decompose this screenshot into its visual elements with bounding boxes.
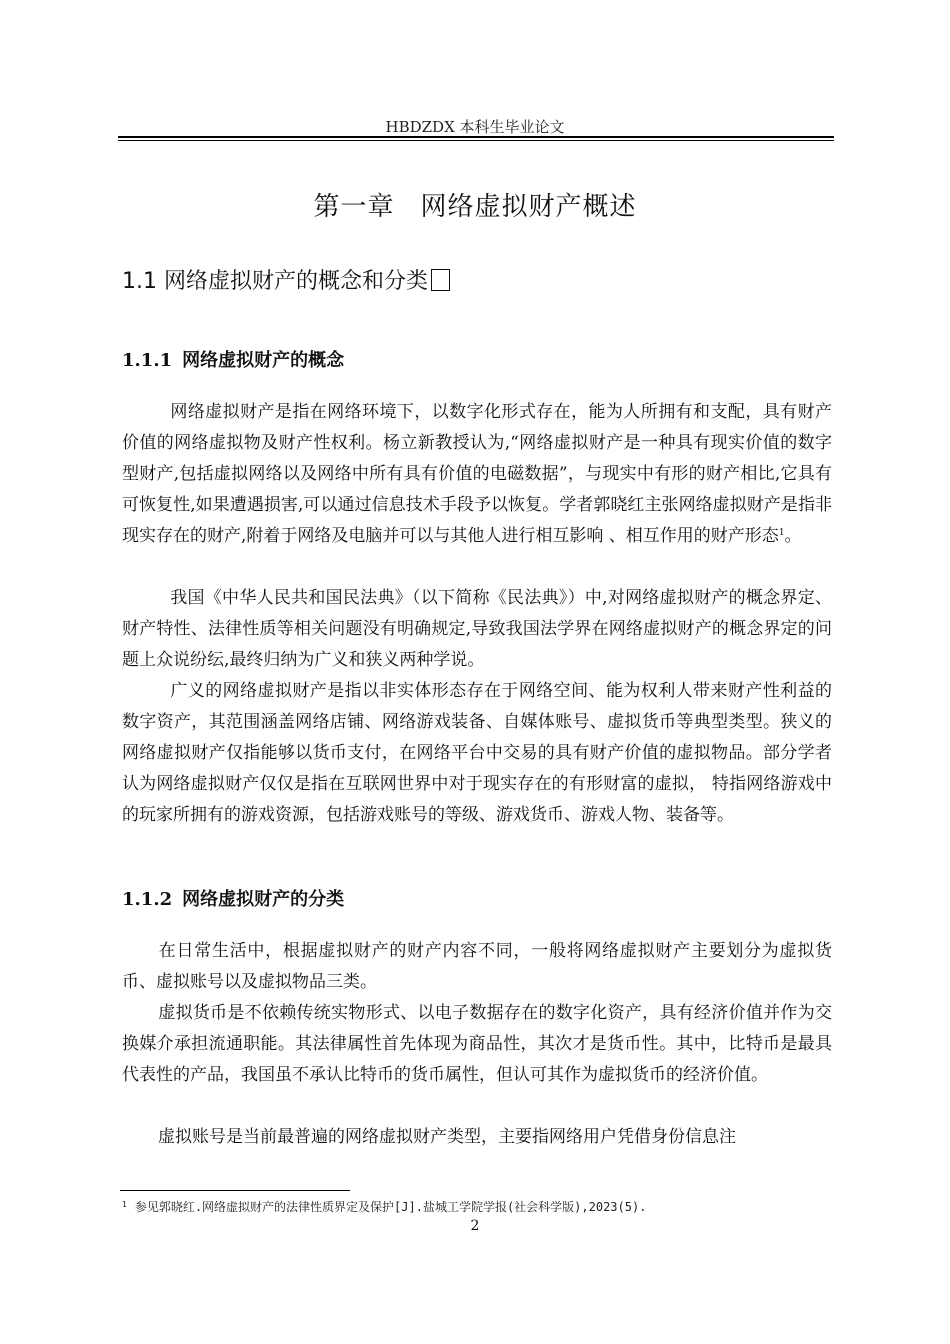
paragraph-5 (122, 998, 832, 1091)
subsection-title: 网络虚拟财产的分类 (182, 889, 345, 910)
subsection-number: 1.1.1 (122, 350, 173, 371)
running-header: HBDZDX 本科生毕业论文 (385, 118, 565, 136)
paragraph-text: 广义的网络虚拟财产是指以非实体形态存在于网络空间、能为权利人带来财产性利益的数字资产，其范围涵盖网络店铺、网络游戏装备、自媒体账号、虚拟货币等典型类型。狭义的网络虚拟财产仅指能够以货币支付，在网络平台中交易的具有财产价值的虚拟物品。部分学者认为网络虚拟财产仅仅是指在互联网世界中对于现实存在的有形财富的虚拟， 特指网络游戏中的玩家所拥有的游戏资源，包括游戏账号的等级、游戏货币、游戏人物、装备等。 (122, 681, 832, 825)
paragraph-4 (122, 936, 832, 998)
paragraph-text: 虚拟账号是当前最普遍的网络虚拟财产类型，主要指网络用户凭借身份信息注 (158, 1127, 736, 1147)
section-title: 1.1 网络虚拟财产的概念和分类 (122, 269, 428, 294)
footnote-text: 参见郭晓红.网络虚拟财产的法律性质界定及保护[J].盐城工学院学报(社会科学版),2023(5). (134, 1200, 647, 1214)
subsection-heading-1 (122, 346, 344, 372)
paragraph-text: 网络虚拟财产是指在网络环境下，以数字化形式存在，能为人所拥有和支配，具有财产价值的网络虚拟物及财产性权利。杨立新教授认为,“网络虚拟财产是一种具有现实价值的数字型财产,包括虚拟网络以及网络中所有具有价值的电磁数据”，与现实中有形的财产相比,它具有可恢复性,如果遭遇损害,可以通过信息技术手段予以恢复。学者郭晓红主张网络虚拟财产是指非现实存在的财产,附着于网络及电脑并可以与其他人进行相互影响 、相互作用的财产形态 (122, 402, 832, 546)
paragraph-1 (122, 397, 832, 552)
footnote-mark: 1 (122, 1200, 127, 1209)
footnote (122, 1198, 646, 1215)
paragraph-text: 在日常生活中，根据虚拟财产的财产内容不同，一般将网络虚拟财产主要划分为虚拟货币、虚拟账号以及虚拟物品三类。 (122, 941, 832, 992)
header-rule-thick (118, 136, 834, 138)
paragraph-6 (122, 1122, 832, 1153)
chapter-title (0, 186, 950, 223)
subsection-heading-2 (122, 885, 344, 911)
footnote-separator (120, 1190, 350, 1191)
paragraph-text-end: 。 (784, 526, 802, 546)
chapter-name: 网络虚拟财产概述 (420, 192, 637, 222)
section-heading (122, 264, 450, 295)
chapter-number: 第一章 (313, 192, 395, 222)
header-rule-thin (118, 140, 834, 141)
page-number: 2 (470, 1218, 480, 1234)
paragraph-2 (122, 583, 832, 676)
subsection-title: 网络虚拟财产的概念 (182, 350, 345, 371)
subsection-number: 1.1.2 (122, 889, 173, 910)
paragraph-3 (122, 676, 832, 831)
placeholder-box-icon (431, 269, 450, 291)
paragraph-text: 虚拟货币是不依赖传统实物形式、以电子数据存在的数字化资产，具有经济价值并作为交换媒介承担流通职能。其法律属性首先体现为商品性，其次才是货币性。其中，比特币是最具代表性的产品，我国虽不承认比特币的货币属性，但认可其作为虚拟货币的经济价值。 (122, 1003, 832, 1085)
paragraph-text: 我国《中华人民共和国民法典》（以下简称《民法典》）中,对网络虚拟财产的概念界定、财产特性、法律性质等相关问题没有明确规定,导致我国法学界在网络虚拟财产的概念界定的问题上众说纷纭,最终归纳为广义和狭义两种学说。 (122, 588, 832, 670)
footnote-reference: 1 (778, 528, 785, 538)
